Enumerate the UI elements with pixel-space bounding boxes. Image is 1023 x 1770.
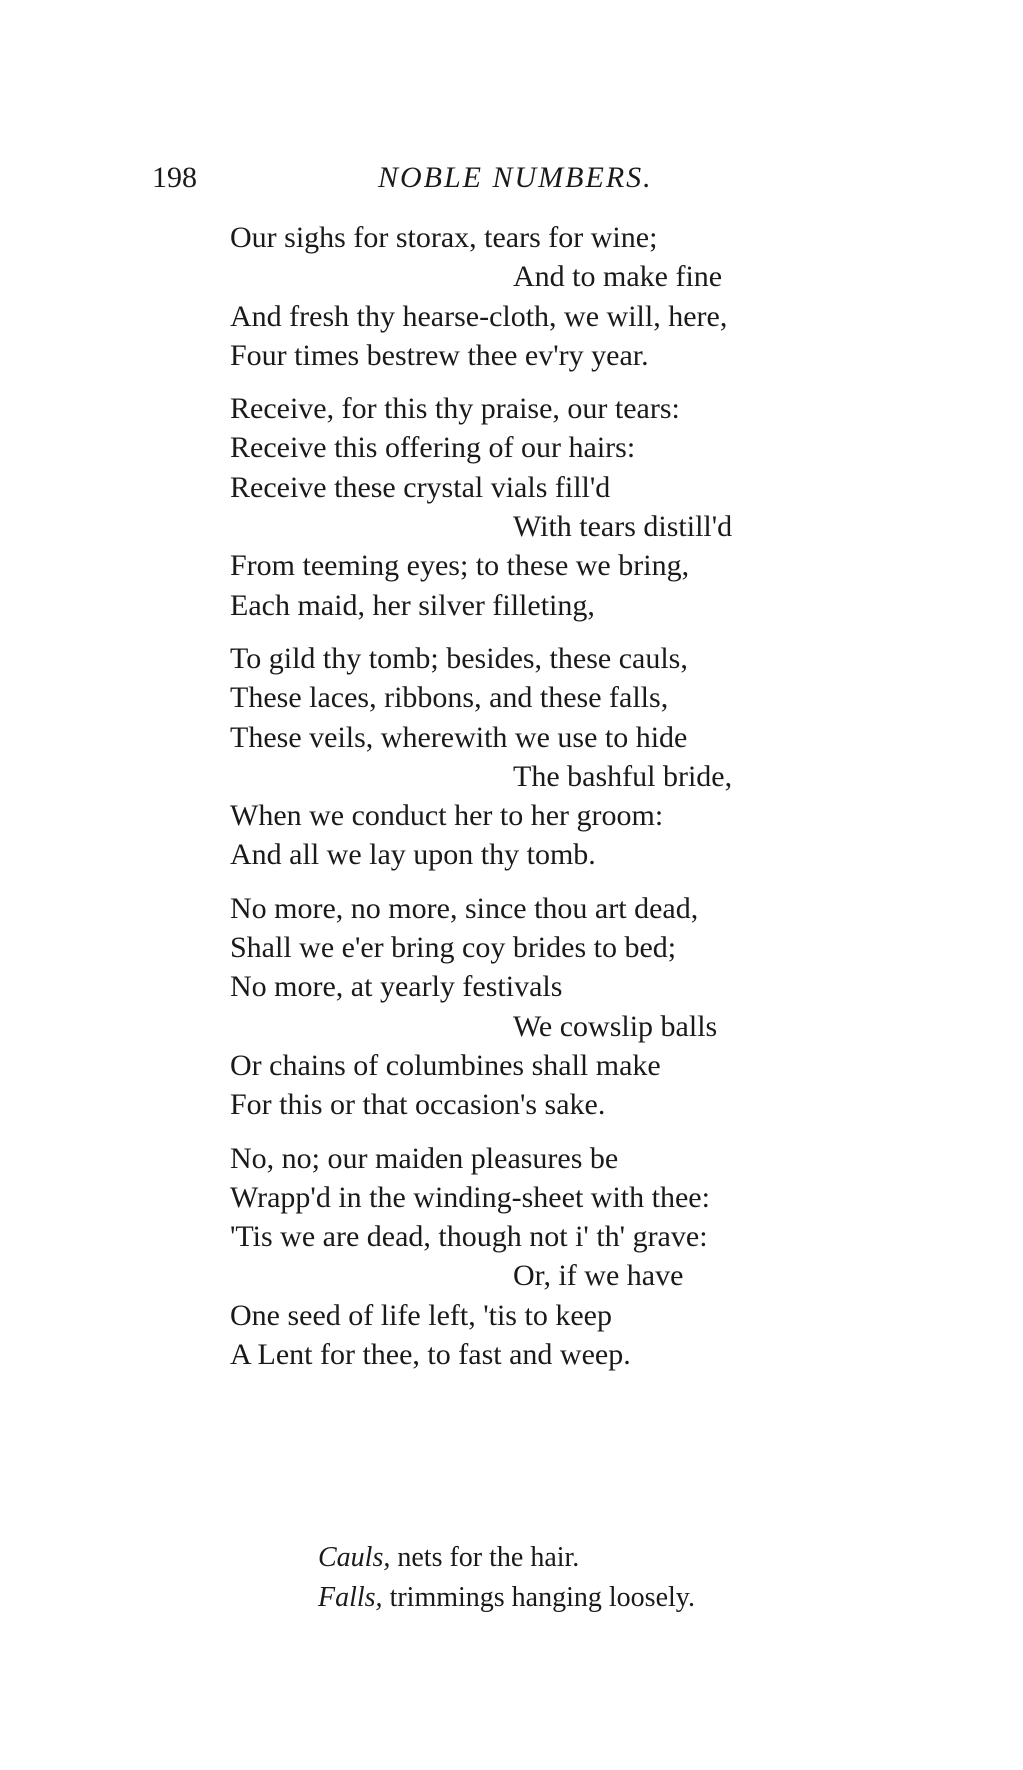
page-number: 198 (152, 161, 197, 194)
footnotes (318, 1538, 838, 1618)
poem-line: Each maid, her silver filleting, (230, 588, 595, 622)
poem-line: To gild thy tomb; besides, these cauls, (230, 641, 688, 675)
poem-line: The bashful bride, (513, 759, 733, 793)
poem-line: We cowslip balls (513, 1009, 718, 1043)
poem-line: Or chains of columbines shall make (230, 1048, 661, 1082)
footnote-term: Falls, (318, 1582, 383, 1613)
poem-line: Or, if we have (513, 1259, 684, 1293)
poem-line: For this or that occasion's sake. (230, 1088, 606, 1122)
poem-line: Receive this offering of our hairs: (230, 431, 636, 465)
poem-line: Four times bestrew thee ev'ry year. (230, 338, 649, 372)
poem-line: And to make fine (513, 260, 723, 294)
stanza (230, 389, 850, 625)
poem-line: And fresh thy hearse-cloth, we will, here, (230, 299, 728, 333)
footnote (318, 1538, 838, 1578)
poem-line: No more, at yearly festivals (230, 970, 563, 1004)
poem-line: And all we lay upon thy tomb. (230, 838, 596, 872)
running-head: NOBLE NUMBERS. (378, 161, 653, 194)
poem-line: No, no; our maiden pleasures be (230, 1141, 619, 1175)
poem-line: These laces, ribbons, and these falls, (230, 681, 669, 715)
poem-body (230, 218, 850, 1388)
poem-line: Wrapp'd in the winding-sheet with thee: (230, 1180, 710, 1214)
poem-line: 'Tis we are dead, though not i' th' grave: (230, 1220, 708, 1254)
poem-line: Receive these crystal vials fill'd (230, 470, 611, 504)
footnote-definition: trimmings hanging loosely. (382, 1582, 695, 1613)
poem-line: With tears distill'd (513, 510, 733, 544)
footnote-term: Cauls, (318, 1542, 391, 1573)
poem-line: One seed of life left, 'tis to keep (230, 1298, 612, 1332)
stanza (230, 218, 850, 375)
stanza (230, 889, 850, 1125)
poem-line: No more, no more, since thou art dead, (230, 891, 699, 925)
poem-line: A Lent for thee, to fast and weep. (230, 1338, 631, 1372)
poem-line: Our sighs for storax, tears for wine; (230, 221, 658, 254)
poem-line: Receive, for this thy praise, our tears: (230, 392, 680, 426)
poem-line: From teeming eyes; to these we bring, (230, 549, 690, 583)
poem-line: When we conduct her to her groom: (230, 799, 664, 833)
stanza (230, 1139, 850, 1375)
poem-line: These veils, wherewith we use to hide (230, 720, 688, 754)
poem-line: Shall we e'er bring coy brides to bed; (230, 931, 677, 965)
stanza (230, 639, 850, 875)
footnote-definition: nets for the hair. (390, 1542, 580, 1573)
footnote (318, 1578, 838, 1618)
